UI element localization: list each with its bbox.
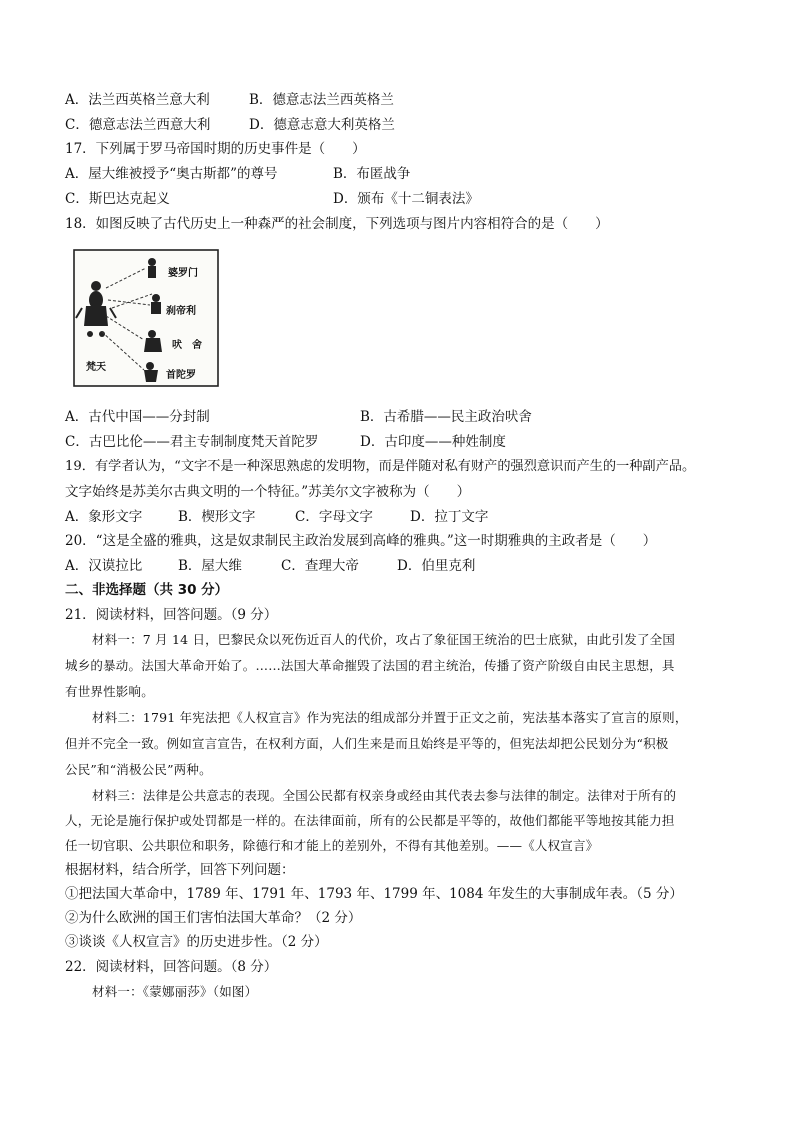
label-kshatriya: 刹帝利 (166, 306, 196, 317)
q19-option-b: B．楔形文字 (178, 509, 256, 525)
q22-stem: 22．阅读材料，回答问题。（8 分） (65, 959, 278, 975)
q21-material2-line3: 公民”和“消极公民”两种。 (65, 762, 212, 777)
q21-material3-line3: 任一切官职、公共职位和职务，除德行和才能上的差别外，不得有其他差别。——《人权宣言》 (65, 838, 599, 853)
caste-system-figure (72, 248, 220, 388)
q21-material3-line2: 人，无论是施行保护或处罚都是一样的。在法律面前，所有的公民都是平等的，故他们都能平等地按其能力担 (65, 813, 675, 828)
q19-option-d: D．拉丁文字 (410, 509, 489, 525)
q20-stem: 20．“这是全盛的雅典，这是奴隶制民主政治发展到高峰的雅典。”这一时期雅典的主政者是（ ） (65, 533, 657, 549)
q17-option-c: C．斯巴达克起义 (65, 191, 170, 207)
q19-option-c: C．字母文字 (295, 509, 373, 525)
q21-material1-line3: 有世界性影响。 (65, 684, 154, 699)
q16-option-d: D．德意志意大利英格兰 (249, 117, 395, 133)
q21-stem: 21．阅读材料，回答问题。（9 分） (65, 607, 278, 623)
q21-material3-line1: 材料三：法律是公共意志的表现。全国公民都有权亲身或经由其代表去参与法律的制定。法律对于所有的 (92, 788, 677, 803)
q16-option-b: B．德意志法兰西英格兰 (249, 92, 394, 108)
q18-stem: 18．如图反映了古代历史上一种森严的社会制度，下列选项与图片内容相符合的是（ ） (65, 216, 609, 232)
q18-option-d: D．古印度——种姓制度 (360, 434, 506, 450)
q21-subquestion-1: ①把法国大革命中，1789 年、1791 年、1793 年、1799 年、1084 年发生的大事制成年表。（5 分） (65, 886, 683, 902)
q18-option-c: C．古巴比伦——君主专制制度梵天首陀罗 (65, 434, 319, 450)
q21-subquestion-3: ③谈谈《人权宣言》的历史进步性。（2 分） (65, 934, 328, 950)
q21-material2-line2: 但并不完全一致。例如宣言宣告，在权利方面，人们生来是而且始终是平等的，但宪法却把公民划分为“积极 (65, 736, 669, 751)
q17-option-d: D．颁布《十二铜表法》 (333, 191, 479, 207)
q16-option-a: A．法兰西英格兰意大利 (65, 92, 210, 108)
q18-option-b: B．古希腊——民主政治吠舍 (360, 409, 532, 425)
q22-material1: 材料一：《蒙娜丽莎》（如图） (92, 984, 258, 999)
q18-option-a: A．古代中国——分封制 (65, 409, 210, 425)
q21-subquestion-2: ②为什么欧洲的国王们害怕法国大革命？（2 分） (65, 910, 362, 926)
q21-material2-line1: 材料二：1791 年宪法把《人权宣言》作为宪法的组成部分并置于正文之前，宪法基本落实了宣言的原则， (92, 710, 688, 725)
q19-stem-line2: 文字始终是苏美尔古典文明的一个特征。”苏美尔文字被称为（ ） (65, 484, 471, 500)
section-heading-non-choice: 二、非选择题（共 30 分） (65, 582, 229, 598)
label-brahma: 梵天 (86, 362, 106, 373)
q21-material1-line2: 城乡的暴动。法国大革命开始了。……法国大革命摧毁了法国的君主统治，传播了资产阶级自由民主思想，具 (65, 658, 675, 673)
label-brahmin: 婆罗门 (168, 268, 198, 279)
label-vaishya: 吠 舍 (172, 340, 202, 351)
q17-option-a: A．屋大维被授予“奥古斯都”的尊号 (65, 166, 278, 182)
q19-stem-line1: 19．有学者认为，“文字不是一种深思熟虑的发明物，而是伴随对私有财产的强烈意识而产生的一种副产品。 (65, 459, 696, 474)
q21-prompt: 根据材料，结合所学，回答下列问题： (65, 862, 295, 878)
q20-option-d: D．伯里克利 (397, 558, 476, 574)
q17-option-b: B．布匿战争 (333, 166, 411, 182)
q21-material1-line1: 材料一：7 月 14 日，巴黎民众以死伤近百人的代价，攻占了象征国王统治的巴士底狱，由此引发了全国 (92, 632, 676, 647)
q20-option-b: B．屋大维 (178, 558, 242, 574)
q19-option-a: A．象形文字 (65, 509, 143, 525)
q20-option-a: A．汉谟拉比 (65, 558, 143, 574)
q17-stem: 17．下列属于罗马帝国时期的历史事件是（ ） (65, 141, 366, 157)
q20-option-c: C．查理大帝 (281, 558, 359, 574)
caste-pyramid-illustration (72, 248, 220, 388)
label-shudra: 首陀罗 (166, 370, 196, 381)
q16-option-c: C．德意志法兰西意大利 (65, 117, 211, 133)
